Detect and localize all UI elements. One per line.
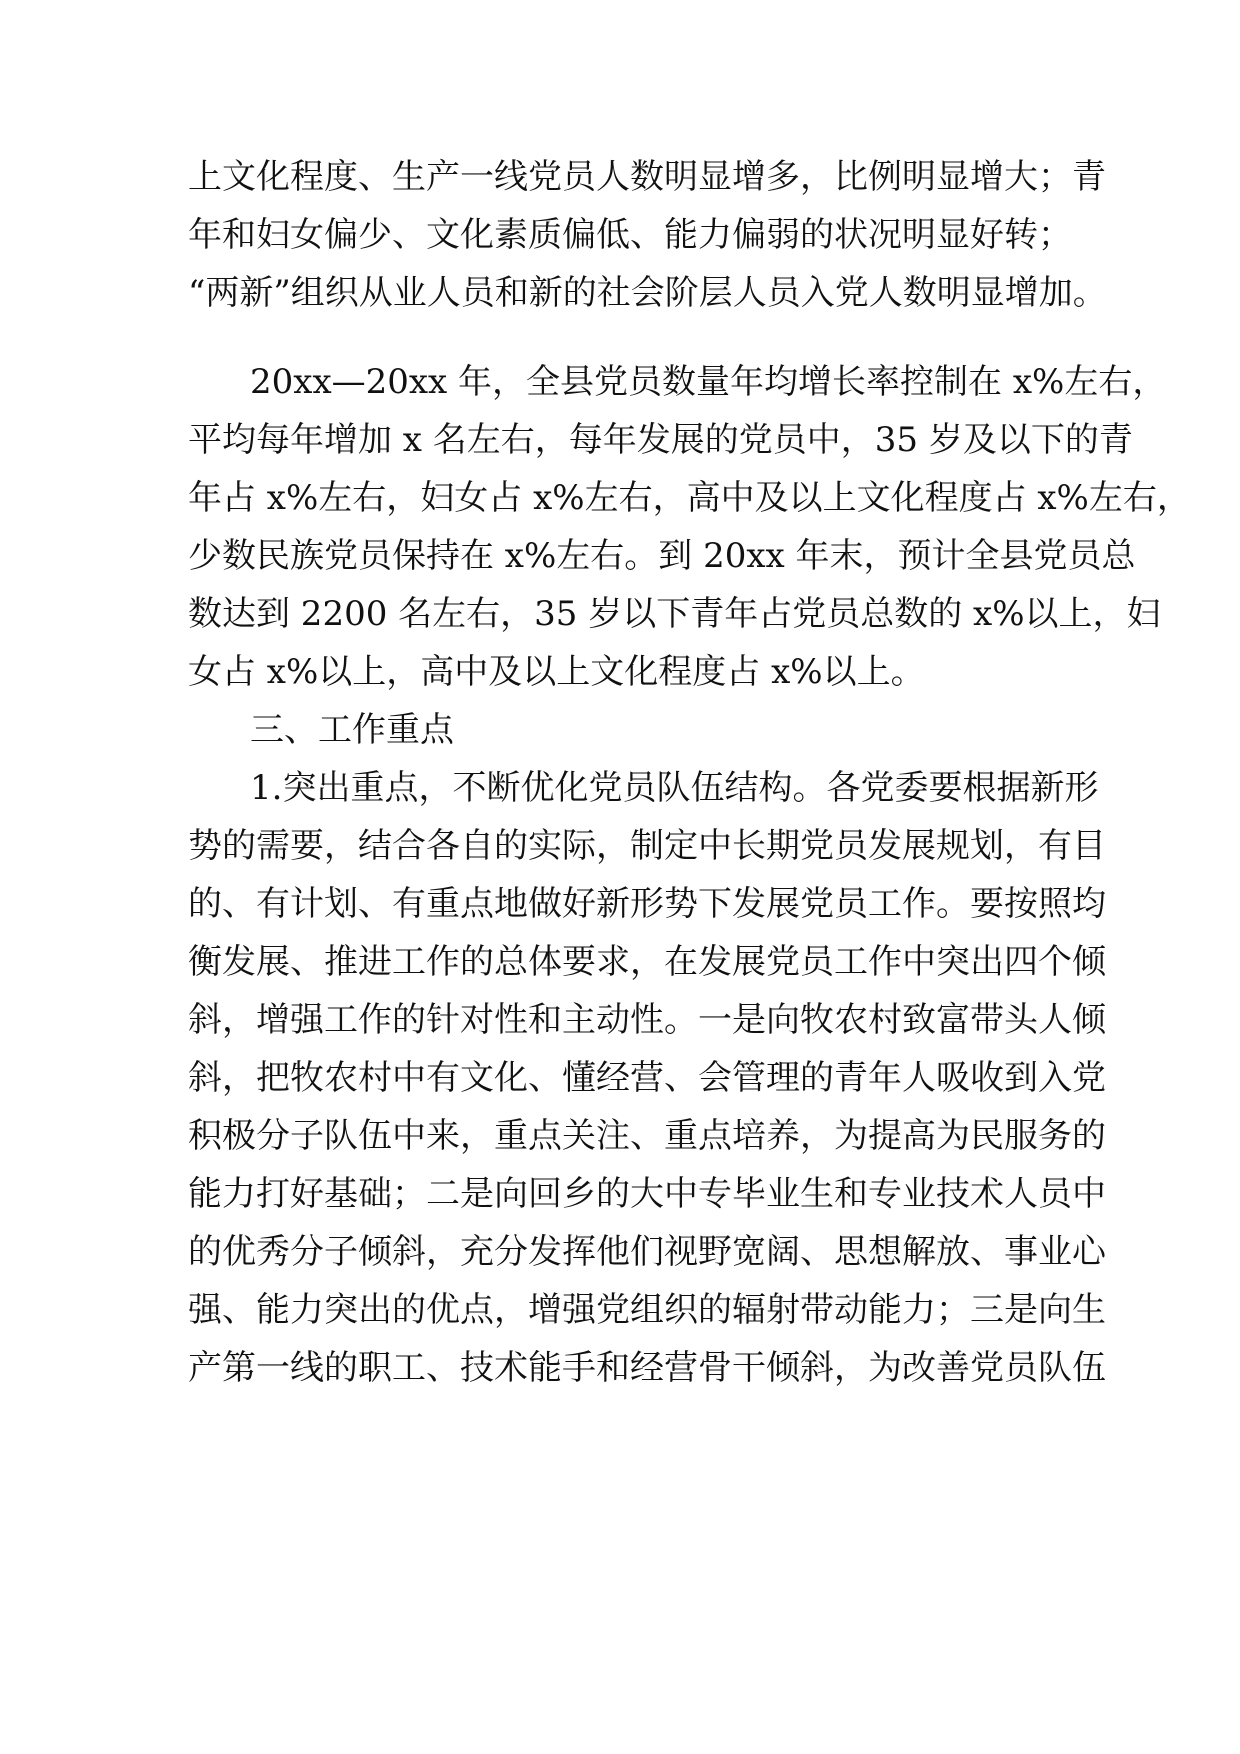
paragraph-3-line-8: 能力打好基础；二是向回乡的大中专毕业生和专业技术人员中 xyxy=(188,1174,1106,1214)
paragraph-3-line-4: 衡发展、推进工作的总体要求，在发展党员工作中突出四个倾 xyxy=(188,942,1106,982)
paragraph-3-line-6: 斜，把牧农村中有文化、懂经营、会管理的青年人吸收到入党 xyxy=(188,1058,1106,1098)
paragraph-1-line-3: “两新”组织从业人员和新的社会阶层人员入党人数明显增加。 xyxy=(188,273,1107,313)
paragraph-1-line-2: 年和妇女偏少、文化素质偏低、能力偏弱的状况明显好转； xyxy=(188,215,1072,255)
paragraph-2-line-5: 数达到 2200 名左右，35 岁以下青年占党员总数的 x%以上，妇 xyxy=(188,594,1161,634)
paragraph-3-line-7: 积极分子队伍中来，重点关注、重点培养，为提高为民服务的 xyxy=(188,1116,1106,1156)
paragraph-3-line-2: 势的需要，结合各自的实际，制定中长期党员发展规划，有目 xyxy=(188,826,1106,866)
paragraph-3-line-3: 的、有计划、有重点地做好新形势下发展党员工作。要按照均 xyxy=(188,884,1106,924)
paragraph-3-line-5: 斜，增强工作的针对性和主动性。一是向牧农村致富带头人倾 xyxy=(188,1000,1106,1040)
paragraph-2-line-3: 年占 x%左右，妇女占 x%左右，高中及以上文化程度占 x%左右， xyxy=(188,478,1191,518)
paragraph-3-line-9: 的优秀分子倾斜，充分发挥他们视野宽阔、思想解放、事业心 xyxy=(188,1232,1106,1272)
paragraph-1-line-1: 上文化程度、生产一线党员人数明显增多，比例明显增大；青 xyxy=(188,157,1106,197)
paragraph-3-line-1: 1.突出重点，不断优化党员队伍结构。各党委要根据新形 xyxy=(250,768,1099,808)
section-heading: 三、工作重点 xyxy=(250,710,454,750)
paragraph-2-line-6: 女占 x%以上，高中及以上文化程度占 x%以上。 xyxy=(188,652,925,692)
paragraph-3-line-10: 强、能力突出的优点，增强党组织的辐射带动能力；三是向生 xyxy=(188,1290,1106,1330)
paragraph-2-line-1: 20xx—20xx 年，全县党员数量年均增长率控制在 x%左右， xyxy=(250,362,1167,402)
paragraph-2-line-2: 平均每年增加 x 名左右，每年发展的党员中，35 岁及以下的青 xyxy=(188,420,1133,460)
paragraph-3-line-11: 产第一线的职工、技术能手和经营骨干倾斜，为改善党员队伍 xyxy=(188,1348,1106,1388)
paragraph-2-line-4: 少数民族党员保持在 x%左右。到 20xx 年末，预计全县党员总 xyxy=(188,536,1136,576)
